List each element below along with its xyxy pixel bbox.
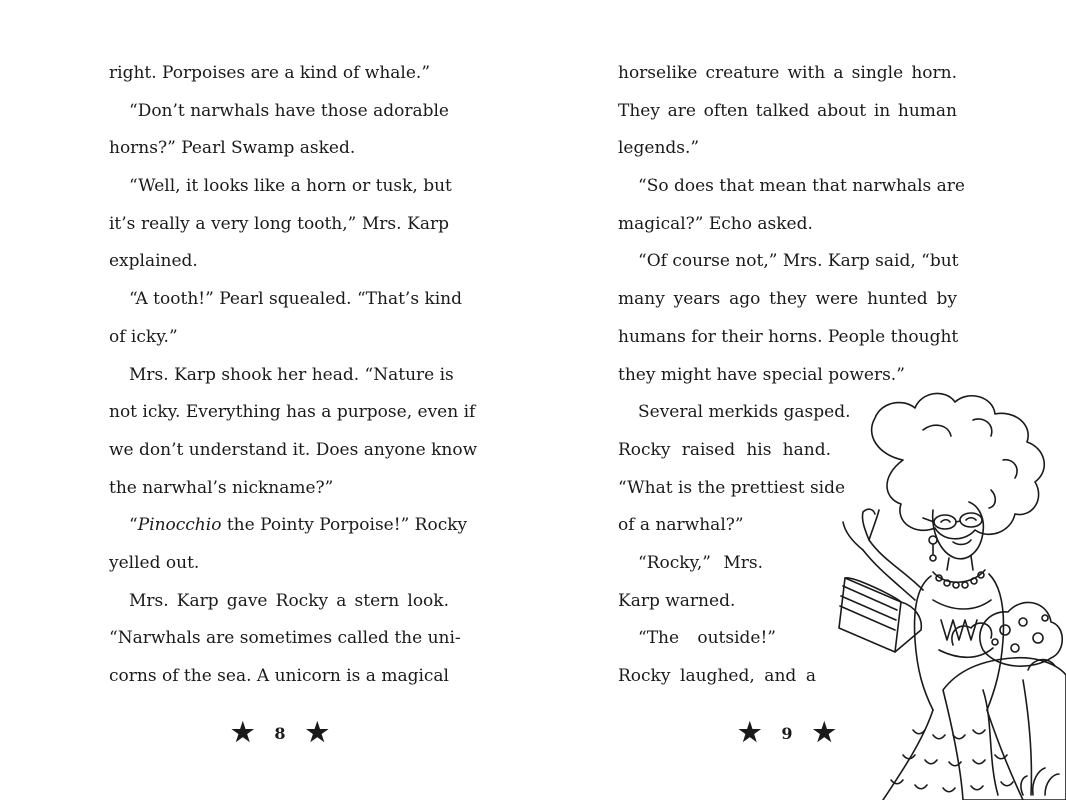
text-line: Several merkids gasped.	[638, 402, 851, 423]
text-line: we don’t understand it. Does anyone know	[109, 439, 478, 460]
star-icon: ★	[812, 718, 836, 748]
text-line: “So does that mean that narwhals are	[638, 176, 965, 197]
text-line: “Don’t narwhals have those adorable	[129, 100, 449, 121]
text-line: “A tooth!” Pearl squealed. “That’s kind	[129, 289, 463, 310]
italic-title: Pinocchio	[137, 515, 222, 536]
text-line: of icky.”	[109, 326, 178, 347]
text-line: They are often talked about in human	[618, 100, 957, 121]
text-line: “Of course not,” Mrs. Karp said, “but	[638, 251, 959, 272]
text-line: the narwhal’s nickname?”	[109, 477, 334, 498]
text-line: yelled out.	[109, 552, 200, 573]
page-number: 9	[781, 723, 793, 743]
text-line: legends.”	[618, 138, 700, 159]
star-icon: ★	[305, 718, 329, 748]
text-line: magical?” Echo asked.	[618, 213, 813, 234]
text-line: humans for their horns. People thought	[618, 326, 959, 347]
text-line: Mrs. Karp shook her head. “Nature is	[129, 364, 454, 385]
text-line: right. Porpoises are a kind of whale.”	[109, 63, 431, 83]
text-line: of a narwhal?”	[618, 515, 744, 536]
text-line: corns of the sea. A unicorn is a magical	[109, 666, 449, 686]
text-line: horns?” Pearl Swamp asked.	[109, 138, 356, 159]
left-page-text	[109, 55, 478, 696]
page-number-footer	[717, 720, 857, 746]
text-line: “Narwhals are sometimes called the uni-	[109, 628, 461, 649]
text-line: Rocky raised his hand.	[618, 439, 831, 460]
page-number-footer	[210, 720, 350, 746]
text-line: it’s really a very long tooth,” Mrs. Karp	[109, 213, 449, 234]
star-icon: ★	[738, 718, 762, 748]
text-line-italic: “Pinocchio the Pointy Porpoise!” Rocky	[129, 515, 468, 536]
text-line: Mrs. Karp gave Rocky a stern look.	[129, 590, 449, 611]
text-line: they might have special powers.”	[618, 364, 905, 385]
text-line: “The outside!”	[638, 628, 776, 649]
text-line: horselike creature with a single horn.	[618, 63, 957, 83]
text-line: “What is the prettiest side	[618, 477, 846, 498]
right-page	[533, 0, 1066, 800]
star-icon: ★	[231, 718, 255, 748]
text-line: explained.	[109, 251, 198, 272]
text-line: “Well, it looks like a horn or tusk, but	[129, 176, 452, 197]
text-line: Karp warned.	[618, 590, 736, 611]
text-line: many years ago they were hunted by	[618, 289, 957, 310]
text-line: “Rocky,” Mrs.	[638, 552, 763, 573]
page-number: 8	[274, 723, 286, 743]
text-line: Rocky laughed, and a	[618, 666, 816, 686]
text-line: not icky. Everything has a purpose, even if	[109, 402, 476, 423]
